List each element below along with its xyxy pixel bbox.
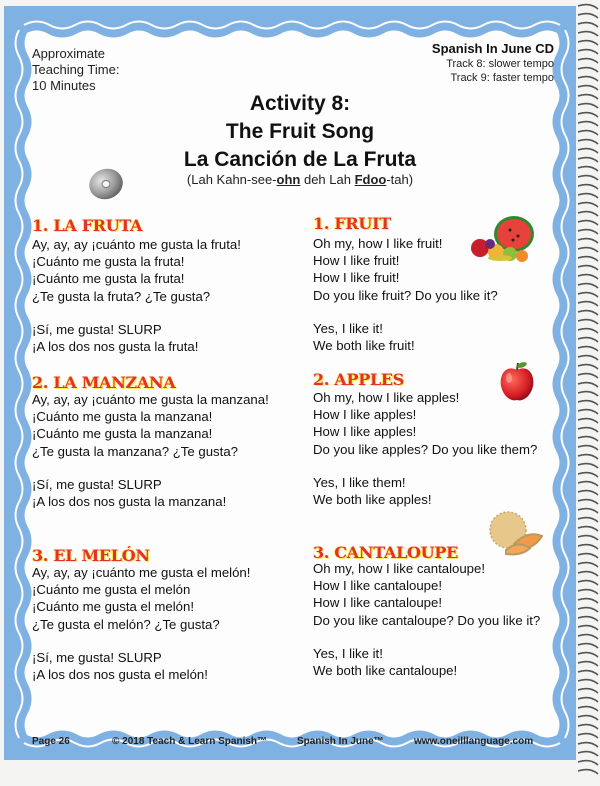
section-heading-en: 3. CANTALOUPE <box>313 543 458 562</box>
page-number: Page 26 <box>32 736 70 747</box>
pron-stress: Fdoo <box>354 172 387 187</box>
track-8: Track 8: slower tempo <box>446 58 554 70</box>
lyrics-en <box>313 389 537 508</box>
lyric-line: ¡A los dos nos gusta el melón! <box>32 666 208 682</box>
lyric-line: Yes, I like them! <box>313 474 406 490</box>
lyric-line: How I like cantaloupe! <box>313 578 443 594</box>
website: www.oneilllanguage.com <box>414 736 534 747</box>
lyrics-es <box>32 236 241 355</box>
lyric-line: ¡Cuánto me gusta el melón <box>32 582 191 598</box>
section-heading-en: 2. APPLES <box>313 370 405 389</box>
lyric-line: ¡Cuánto me gusta la manzana! <box>32 409 213 425</box>
fruit-basket-icon <box>466 214 536 264</box>
lyric-line: ¿Te gusta la fruta? ¿Te gusta? <box>32 288 211 304</box>
lyric-line: Do you like cantaloupe? Do you like it? <box>313 612 541 628</box>
song-title-spanish: La Canción de La Fruta <box>183 148 417 171</box>
section-heading-es: 1. LA FRUTA <box>32 216 143 235</box>
lyric-line: Oh my, how I like fruit! <box>313 236 443 251</box>
lyric-line: ¡Cuánto me gusta la fruta! <box>32 271 185 287</box>
lyric-line: How I like fruit! <box>313 253 400 269</box>
pron-stress: ohn <box>276 172 301 187</box>
cd-info <box>432 40 554 85</box>
activity-number: Activity 8: <box>249 92 351 115</box>
copyright: © 2018 Teach & Learn Spanish™ <box>112 736 268 747</box>
lyric-line: ¡Cuánto me gusta la fruta! <box>32 254 185 270</box>
lyric-line: Ay, ay, ay ¡cuánto me gusta el melón! <box>32 565 251 580</box>
teaching-time-line: Approximate <box>32 46 105 61</box>
lyric-line: We both like fruit! <box>313 337 415 353</box>
lyric-line: ¡A los dos nos gusta la fruta! <box>32 338 199 354</box>
lyric-line: Do you like fruit? Do you like it? <box>313 287 498 303</box>
section-heading-es: 3. EL MELÓN <box>32 546 150 565</box>
teaching-time <box>32 46 119 94</box>
pron-part: -tah) <box>386 172 414 187</box>
lyric-line: ¡Sí, me gusta! SLURP <box>32 476 162 492</box>
lyric-line: ¡Sí, me gusta! SLURP <box>32 649 162 665</box>
pron-part: deh Lah <box>300 172 355 187</box>
lyric-gap <box>313 304 498 320</box>
lyrics-en <box>313 560 540 679</box>
cd-title: Spanish In June CD <box>431 41 554 56</box>
lyric-line: We both like cantaloupe! <box>313 662 458 678</box>
lyric-gap <box>32 305 241 321</box>
lyrics-es <box>32 564 250 683</box>
lyric-line: How I like fruit! <box>313 270 400 286</box>
pron-part: (Lah Kahn-see- <box>186 172 277 187</box>
lyric-line: Ay, ay, ay ¡cuánto me gusta la manzana! <box>32 392 269 407</box>
lyric-line: How I like cantaloupe! <box>313 595 443 611</box>
cantaloupe-icon <box>484 510 548 556</box>
cd-icon <box>86 164 126 204</box>
lyric-line: Oh my, how I like apples! <box>313 390 460 405</box>
lyric-line: Oh my, how I like cantaloupe! <box>313 561 486 576</box>
lyric-line: Yes, I like it! <box>313 320 383 336</box>
lyric-gap <box>32 633 250 649</box>
lyric-line: Ay, ay, ay ¡cuánto me gusta la fruta! <box>32 237 241 252</box>
lyric-gap <box>313 629 540 645</box>
lyric-line: ¡A los dos nos gusta la manzana! <box>32 493 227 509</box>
apple-icon <box>497 360 537 404</box>
track-9: Track 9: faster tempo <box>450 72 554 84</box>
song-title-english: The Fruit Song <box>225 120 375 143</box>
lyric-line: Yes, I like it! <box>313 645 383 661</box>
lyric-line: ¡Cuánto me gusta el melón! <box>32 599 194 615</box>
lyric-line: ¡Cuánto me gusta la manzana! <box>32 426 213 442</box>
section-heading-es: 2. LA MANZANA <box>32 373 176 392</box>
lyric-line: ¿Te gusta el melón? ¿Te gusta? <box>32 616 220 632</box>
lyric-line: ¿Te gusta la manzana? ¿Te gusta? <box>32 443 238 459</box>
lyric-line: We both like apples! <box>313 491 432 507</box>
lyric-gap <box>313 458 537 474</box>
teaching-time-line: 10 Minutes <box>32 78 96 93</box>
section-heading-en: 1. FRUIT <box>313 214 391 233</box>
lyric-line: How I like apples! <box>313 407 417 423</box>
series-name: Spanish In June™ <box>297 736 384 747</box>
lyric-gap <box>32 460 269 476</box>
lyric-line: How I like apples! <box>313 424 417 440</box>
lyric-line: Do you like apples? Do you like them? <box>313 441 538 457</box>
lyrics-es <box>32 391 269 510</box>
teaching-time-line: Teaching Time: <box>32 62 120 77</box>
lyric-line: ¡Sí, me gusta! SLURP <box>32 321 162 337</box>
